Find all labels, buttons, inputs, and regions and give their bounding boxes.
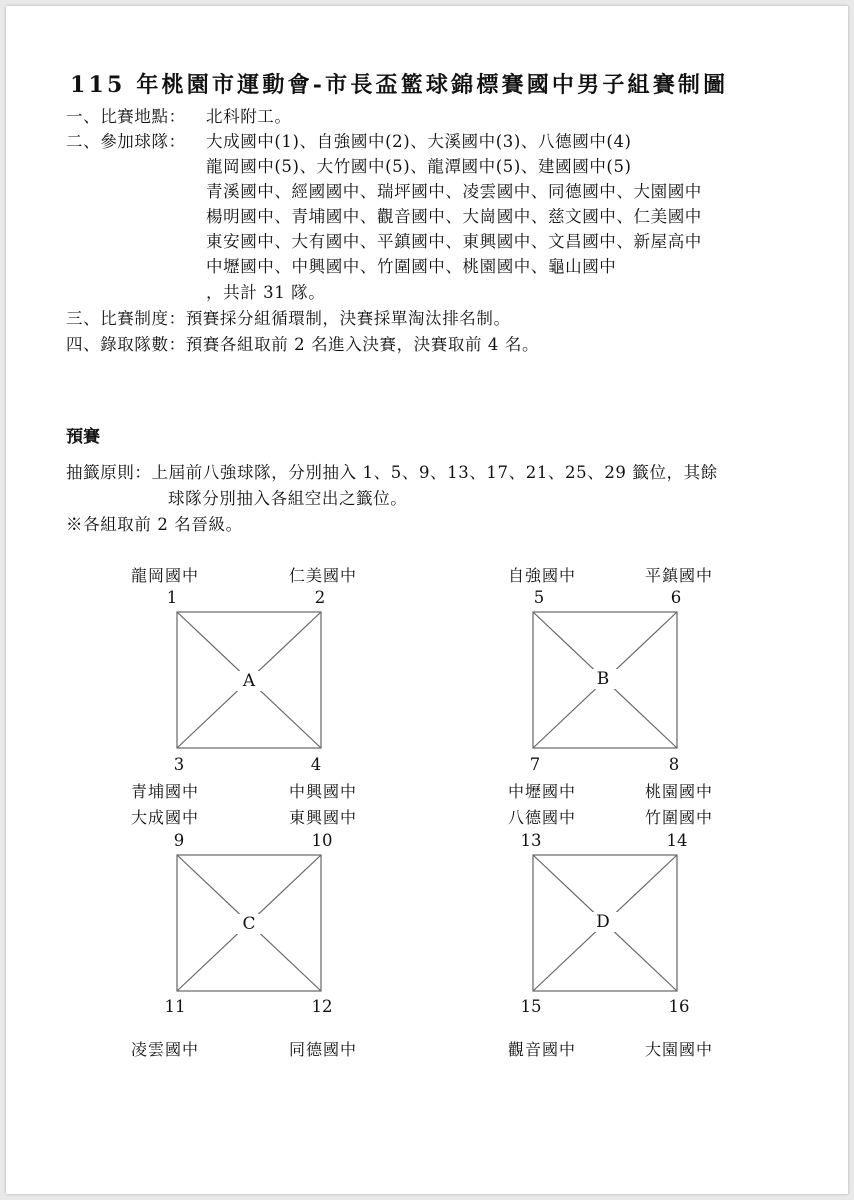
group-label: D (588, 912, 618, 932)
slot-number: 14 (666, 831, 688, 850)
slot-number: 3 (173, 755, 185, 774)
draw-rule-line: 抽籤原則：上屆前八強球隊，分別抽入 1、5、9、13、17、21、25、29 籤位，其餘 (66, 463, 718, 482)
team-name: 自強國中 (507, 566, 576, 585)
group-label: C (234, 914, 264, 934)
team-name: 八德國中 (507, 808, 576, 827)
team-name: 凌雲國中 (130, 1040, 199, 1059)
teams-line: 楊明國中、青埔國中、觀音國中、大崗國中、慈文國中、仁美國中 (206, 207, 702, 226)
team-name: 東興國中 (288, 808, 357, 827)
teams-label: 二、參加球隊： (66, 132, 186, 151)
advance-note: ※各組取前 2 名晉級。 (66, 515, 243, 534)
slot-number: 6 (670, 588, 682, 607)
slot-number: 5 (533, 588, 545, 607)
qualify-line: 四、錄取隊數：預賽各組取前 2 名進入決賽，決賽取前 4 名。 (66, 335, 540, 354)
draw-rule-line: 球隊分別抽入各組空出之籤位。 (168, 489, 408, 508)
slot-number: 16 (668, 997, 690, 1016)
location-value: 北科附工。 (206, 107, 292, 126)
slot-number: 1 (166, 588, 178, 607)
slot-number: 8 (668, 755, 680, 774)
team-name: 同德國中 (288, 1040, 357, 1059)
location-label: 一、比賽地點： (66, 107, 186, 126)
system-line: 三、比賽制度：預賽採分組循環制，決賽採單淘汰排名制。 (66, 309, 511, 328)
team-name: 大成國中 (130, 808, 199, 827)
slot-number: 2 (314, 588, 326, 607)
slot-number: 7 (529, 755, 541, 774)
prelim-heading: 預賽 (66, 427, 100, 447)
slot-number: 10 (311, 831, 333, 850)
team-name: 平鎮國中 (644, 566, 713, 585)
slot-number: 9 (173, 831, 185, 850)
group-label: B (588, 669, 618, 689)
team-name: 桃園國中 (644, 782, 713, 801)
teams-line: 大成國中(1)、自強國中(2)、大溪國中(3)、八德國中(4) (206, 132, 632, 151)
team-name: 中興國中 (288, 782, 357, 801)
team-name: 觀音國中 (507, 1040, 576, 1059)
team-name: 青埔國中 (130, 782, 199, 801)
teams-line: 中壢國中、中興國中、竹圍國中、桃園國中、龜山國中 (206, 257, 617, 276)
slot-number: 15 (520, 997, 542, 1016)
slot-number: 12 (311, 997, 333, 1016)
teams-line: 東安國中、大有國中、平鎮國中、東興國中、文昌國中、新屋高中 (206, 232, 702, 251)
slot-number: 13 (520, 831, 542, 850)
team-name: 大園國中 (644, 1040, 713, 1059)
group-label: A (234, 671, 264, 691)
teams-line: 青溪國中、經國國中、瑞坪國中、凌雲國中、同德國中、大園國中 (206, 182, 702, 201)
team-name: 竹圍國中 (644, 808, 713, 827)
page-title: 115 年桃園市運動會-市長盃籃球錦標賽國中男子組賽制圖 (70, 72, 729, 98)
team-name: 龍岡國中 (130, 566, 199, 585)
slot-number: 4 (310, 755, 322, 774)
teams-total: ，共計 31 隊。 (206, 283, 326, 302)
slot-number: 11 (164, 997, 186, 1016)
teams-line: 龍岡國中(5)、大竹國中(5)、龍潭國中(5)、建國國中(5) (206, 157, 632, 176)
team-name: 中壢國中 (507, 782, 576, 801)
team-name: 仁美國中 (288, 566, 357, 585)
